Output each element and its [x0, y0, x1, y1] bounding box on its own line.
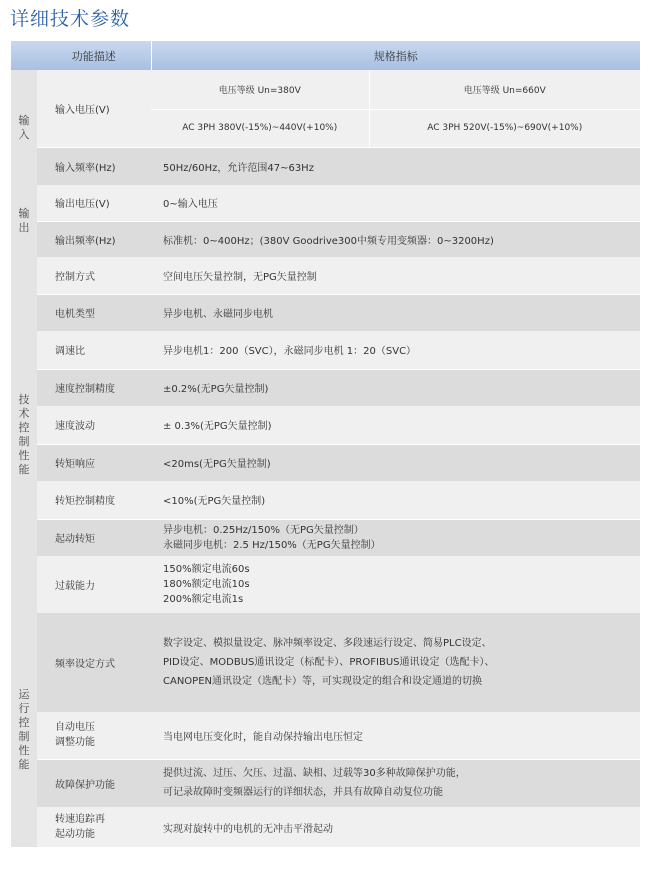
row-label: 转矩响应 [37, 444, 151, 481]
table-row [11, 556, 640, 613]
voltage-range-660: AC 3PH 520V(-15%)~690V(+10%) [369, 109, 640, 147]
row-label: 输入频率(Hz) [37, 147, 151, 185]
overload-line: 180%额定电流10s [163, 579, 250, 590]
row-value: ±0.2%(无PG矢量控制) [151, 369, 640, 406]
row-value [151, 759, 640, 807]
row-value [151, 556, 640, 613]
row-label: 输出频率(Hz) [37, 221, 151, 257]
table-row [11, 712, 640, 759]
page-title: 详细技术参数 [10, 8, 131, 30]
table-row [11, 807, 640, 847]
voltage-range-380: AC 3PH 380V(-15%)~440V(+10%) [151, 109, 369, 147]
freq-set-line: PID设定、MODBUS通讯设定（标配卡）、PROFIBUS通讯设定（选配卡）、 [163, 657, 495, 668]
header-spec: 规格指标 [151, 41, 640, 70]
row-label: 输出电压(V) [37, 185, 151, 221]
row-label: 控制方式 [37, 257, 151, 294]
table-row [11, 759, 640, 807]
fault-line: 可记录故障时变频器运行的详细状态，并具有故障自动复位功能 [163, 787, 443, 799]
table-row [11, 257, 640, 294]
spec-table [11, 41, 640, 847]
row-value: 0~输入电压 [151, 185, 640, 221]
table-row [11, 613, 640, 712]
row-label: 速度波动 [37, 406, 151, 444]
freq-set-line: 数字设定、模拟量设定、脉冲频率设定、多段速运行设定、简易PLC设定、 [163, 638, 492, 649]
track-label-line: 转速追踪再 [55, 814, 105, 825]
row-value: 实现对旋转中的电机的无冲击平滑起动 [151, 807, 640, 847]
table-row [11, 221, 640, 257]
row-label: 输入电压(V) [37, 70, 151, 147]
avr-label-line: 自动电压 [55, 722, 95, 734]
voltage-level-660: 电压等级 Un=660V [369, 70, 640, 109]
overload-line: 150%额定电流60s [163, 564, 250, 575]
row-value: <20ms(无PG矢量控制) [151, 444, 640, 481]
row-value: 当电网电压变化时，能自动保持输出电压恒定 [151, 712, 640, 759]
voltage-level-380: 电压等级 Un=380V [151, 70, 369, 109]
overload-line: 200%额定电流1s [163, 594, 244, 605]
row-label: 电机类型 [37, 294, 151, 331]
row-value: 异步电机1：200（SVC），永磁同步电机 1：20（SVC） [151, 331, 640, 369]
row-label [37, 807, 151, 847]
track-label-line: 起动功能 [55, 829, 95, 840]
table-row [11, 369, 640, 406]
avr-label-line: 调整功能 [55, 737, 95, 749]
freq-set-line: CANOPEN通讯设定（选配卡）等，可实现设定的组合和设定通道的切换 [163, 676, 483, 687]
category-run: 运行控制性能 [11, 613, 37, 847]
fault-line: 提供过流、过压、欠压、过温、缺相、过载等30多种故障保护功能， [163, 768, 466, 780]
row-value: 50Hz/60Hz，允许范围47~63Hz [151, 147, 640, 185]
table-row [11, 294, 640, 331]
row-label: 起动转矩 [37, 519, 151, 556]
table-row [11, 331, 640, 369]
category-control: 技术控制性能 [11, 257, 37, 613]
category-input: 输入 [11, 70, 37, 185]
start-torque-line: 异步电机：0.25Hz/150%（无PG矢量控制） [163, 524, 364, 536]
row-label: 调速比 [37, 331, 151, 369]
row-value [151, 613, 640, 712]
table-row [11, 406, 640, 444]
row-value [151, 519, 640, 556]
row-label: 频率设定方式 [37, 613, 151, 712]
row-label [37, 712, 151, 759]
start-torque-line: 永磁同步电机：2.5 Hz/150%（无PG矢量控制） [163, 539, 381, 551]
row-label: 转矩控制精度 [37, 481, 151, 519]
table-row [11, 481, 640, 519]
row-label: 过载能力 [37, 556, 151, 613]
category-output: 输出 [11, 185, 37, 257]
table-row [11, 519, 640, 556]
table-row [11, 185, 640, 221]
row-value: 标准机：0~400Hz；(380V Goodrive300中频专用变频器：0~3200Hz) [151, 221, 640, 257]
header-function: 功能描述 [37, 41, 151, 70]
row-label: 速度控制精度 [37, 369, 151, 406]
table-header-row [11, 41, 640, 70]
table-row [11, 444, 640, 481]
header-category-cell [11, 41, 37, 70]
table-row [11, 70, 640, 109]
row-value: <10%(无PG矢量控制) [151, 481, 640, 519]
table-row [11, 147, 640, 185]
row-value: 空间电压矢量控制，无PG矢量控制 [151, 257, 640, 294]
row-value: 异步电机、永磁同步电机 [151, 294, 640, 331]
row-label: 故障保护功能 [37, 759, 151, 807]
row-value: ± 0.3%(无PG矢量控制) [151, 406, 640, 444]
